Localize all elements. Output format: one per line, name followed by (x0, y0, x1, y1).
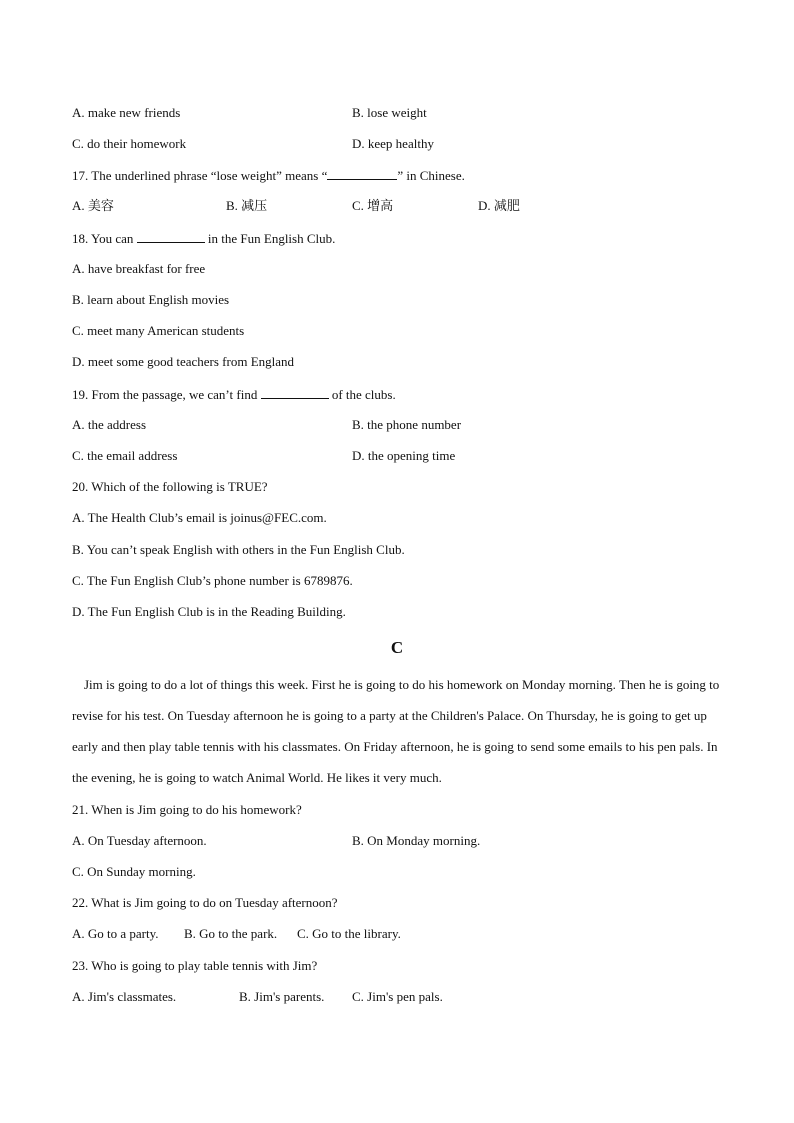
q16-option-b: B. lose weight (352, 105, 427, 120)
q21-option-c: C. On Sunday morning. (72, 864, 196, 879)
q22-option-b: B. Go to the park. (184, 926, 278, 941)
q19-option-b: B. the phone number (352, 417, 462, 432)
q22-option-a: A. Go to a party. (72, 926, 159, 941)
q20-option-c: C. The Fun English Club’s phone number is 6789876. (72, 573, 353, 588)
q16-option-d: D. keep healthy (352, 136, 434, 151)
section-c-heading: C (390, 638, 404, 657)
q18-option-c: C. meet many American students (72, 323, 245, 338)
q19-prompt-start: 19. From the passage, we can’t find (72, 387, 258, 402)
q18-prompt-end: in the Fun English Club. (207, 231, 336, 246)
q17-option-a: A. 美容 (72, 198, 114, 213)
q19-prompt (72, 386, 396, 403)
q22-prompt: 22. What is Jim going to do on Tuesday afternoon? (72, 895, 338, 910)
q23-option-a: A. Jim's classmates. (72, 989, 177, 1004)
q16-option-c: C. do their homework (72, 136, 187, 151)
q16-option-a: A. make new friends (72, 105, 181, 120)
q17-answer-blank (327, 167, 397, 180)
q18-prompt (72, 230, 335, 247)
q20-option-d: D. The Fun English Club is in the Reading Building. (72, 604, 346, 619)
q22-option-c: C. Go to the library. (297, 926, 401, 941)
q23-option-b: B. Jim's parents. (239, 989, 325, 1004)
q17-prompt (72, 167, 465, 184)
q21-option-a: A. On Tuesday afternoon. (72, 833, 207, 848)
q19-option-d: D. the opening time (352, 448, 456, 463)
q23-prompt: 23. Who is going to play table tennis with Jim? (72, 958, 318, 973)
q17-prompt-start: 17. The underlined phrase “lose weight” means “ (72, 168, 328, 183)
q18-prompt-start: 18. You can (72, 231, 134, 246)
q18-option-d: D. meet some good teachers from England (72, 354, 295, 369)
q19-option-c: C. the email address (72, 448, 178, 463)
q19-prompt-end: of the clubs. (331, 387, 396, 402)
q20-option-b: B. You can’t speak English with others in the Fun English Club. (72, 542, 405, 557)
q23-option-c: C. Jim's pen pals. (352, 989, 443, 1004)
q17-option-c: C. 增高 (352, 198, 394, 213)
q18-answer-blank (137, 230, 205, 243)
q21-option-b: B. On Monday morning. (352, 833, 481, 848)
q18-option-a: A. have breakfast for free (72, 261, 206, 276)
q17-option-b: B. 减压 (226, 198, 268, 213)
q20-prompt: 20. Which of the following is TRUE? (72, 479, 268, 494)
q19-answer-blank (261, 386, 329, 399)
section-c-passage: Jim is going to do a lot of things this week. First he is going to do his homework on Monday morning. Then he is going to revise for his test. On Tuesday afternoon he is going to a party at the Children's Palace. On Thursday, he is going to get up early and then play table tennis with his classmates. On Friday afternoon, he is going to send some emails to his pen pals. In the evening, he is going to watch Animal World. He likes it very much. (72, 677, 720, 785)
q17-option-d: D. 减肥 (478, 198, 520, 213)
q21-prompt: 21. When is Jim going to do his homework? (72, 802, 302, 817)
q18-option-b: B. learn about English movies (72, 292, 230, 307)
q17-prompt-end: ” in Chinese. (397, 168, 465, 183)
q20-option-a: A. The Health Club’s email is joinus@FEC.com. (72, 510, 327, 525)
q19-option-a: A. the address (72, 417, 147, 432)
